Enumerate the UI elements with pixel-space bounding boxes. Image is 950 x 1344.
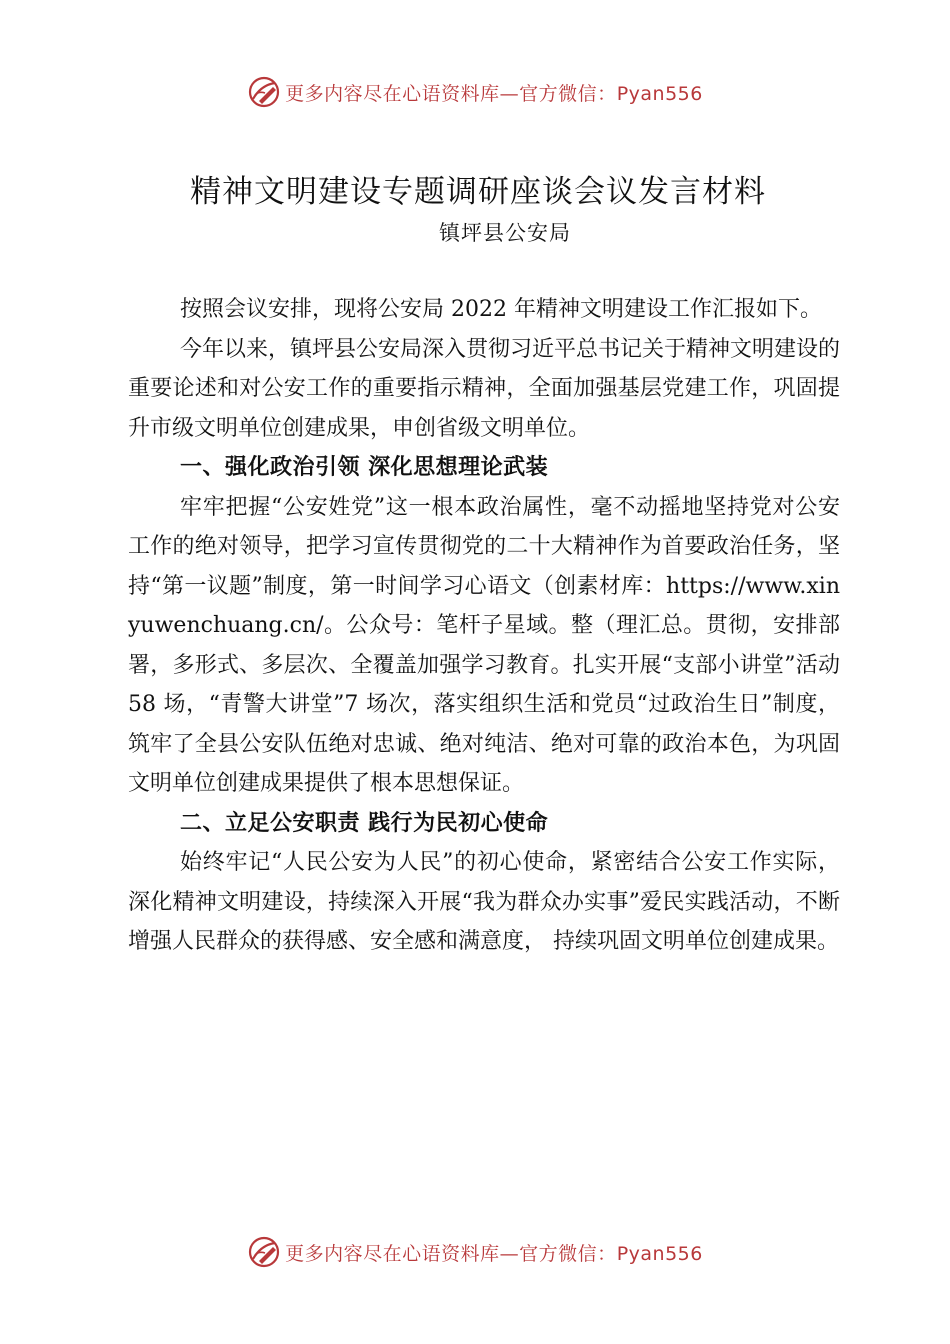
watermark-label: 官方微信： xyxy=(519,1242,617,1265)
watermark-wechat-id: Pyan556 xyxy=(616,1242,703,1265)
watermark-wechat-id: Pyan556 xyxy=(616,82,703,105)
pen-logo-icon xyxy=(247,1235,281,1269)
footer-watermark xyxy=(0,1232,950,1272)
section-body-2: 始终牢记“人民公安为人民”的初心使命，紧密结合公安工作实际，深化精神文明建设，持续深入开展“我为群众办实事”爱民实践活动，不断增强人民群众的获得感、安全感和满意度， 持续巩固文明单位创建成果。 xyxy=(128,850,840,954)
watermark-main: 更多内容尽在心语资料库 xyxy=(285,82,500,105)
document-author: 镇坪县公安局 xyxy=(439,221,571,245)
watermark-separator: — xyxy=(499,1242,520,1265)
section-heading-2: 二、立足公安职责 践行为民初心使命 xyxy=(180,810,549,836)
paragraph-summary: 今年以来，镇坪县公安局深入贯彻习近平总书记关于精神文明建设的重要论述和对公安工作的重要指示精神，全面加强基层党建工作，巩固提升市级文明单位创建成果，申创省级文明单位。 xyxy=(128,336,841,441)
section-heading-1: 一、强化政治引领 深化思想理论武装 xyxy=(180,455,549,480)
watermark-separator: — xyxy=(499,82,520,105)
watermark-text xyxy=(285,1239,703,1266)
section-body-1: 牢牢把握“公安姓党”这一根本政治属性，毫不动摇地坚持党对公安工作的绝对领导，把学习宣传贯彻党的二十大精神作为首要政治任务，坚持“第一议题”制度，第一时间学习心语文（创素材库：https://www.xinyuwenchuang.cn/。公众号：笔杆子星域。整（理汇总。贯彻，安排部署，多形式、多层次、全覆盖加强学习教育。扎实开展“支部小讲堂”活动 58 场，“青警大讲堂”7 场次，落实组织生活和党员“过政治生日”制度，筑牢了全县公安队伍绝对忠诚、绝对纯洁、绝对可靠的政治本色，为巩固文明单位创建成果提供了根本思想保证。 xyxy=(128,494,840,796)
pen-logo-icon xyxy=(247,75,281,109)
watermark-text xyxy=(285,79,703,106)
watermark-main: 更多内容尽在心语资料库 xyxy=(285,1242,500,1265)
document-body xyxy=(128,290,840,962)
header-watermark xyxy=(0,72,950,112)
paragraph-intro: 按照会议安排，现将公安局 2022 年精神文明建设工作汇报如下。 xyxy=(180,297,822,322)
watermark-label: 官方微信： xyxy=(519,82,617,105)
document-title: 精神文明建设专题调研座谈会议发言材料 xyxy=(190,174,766,210)
